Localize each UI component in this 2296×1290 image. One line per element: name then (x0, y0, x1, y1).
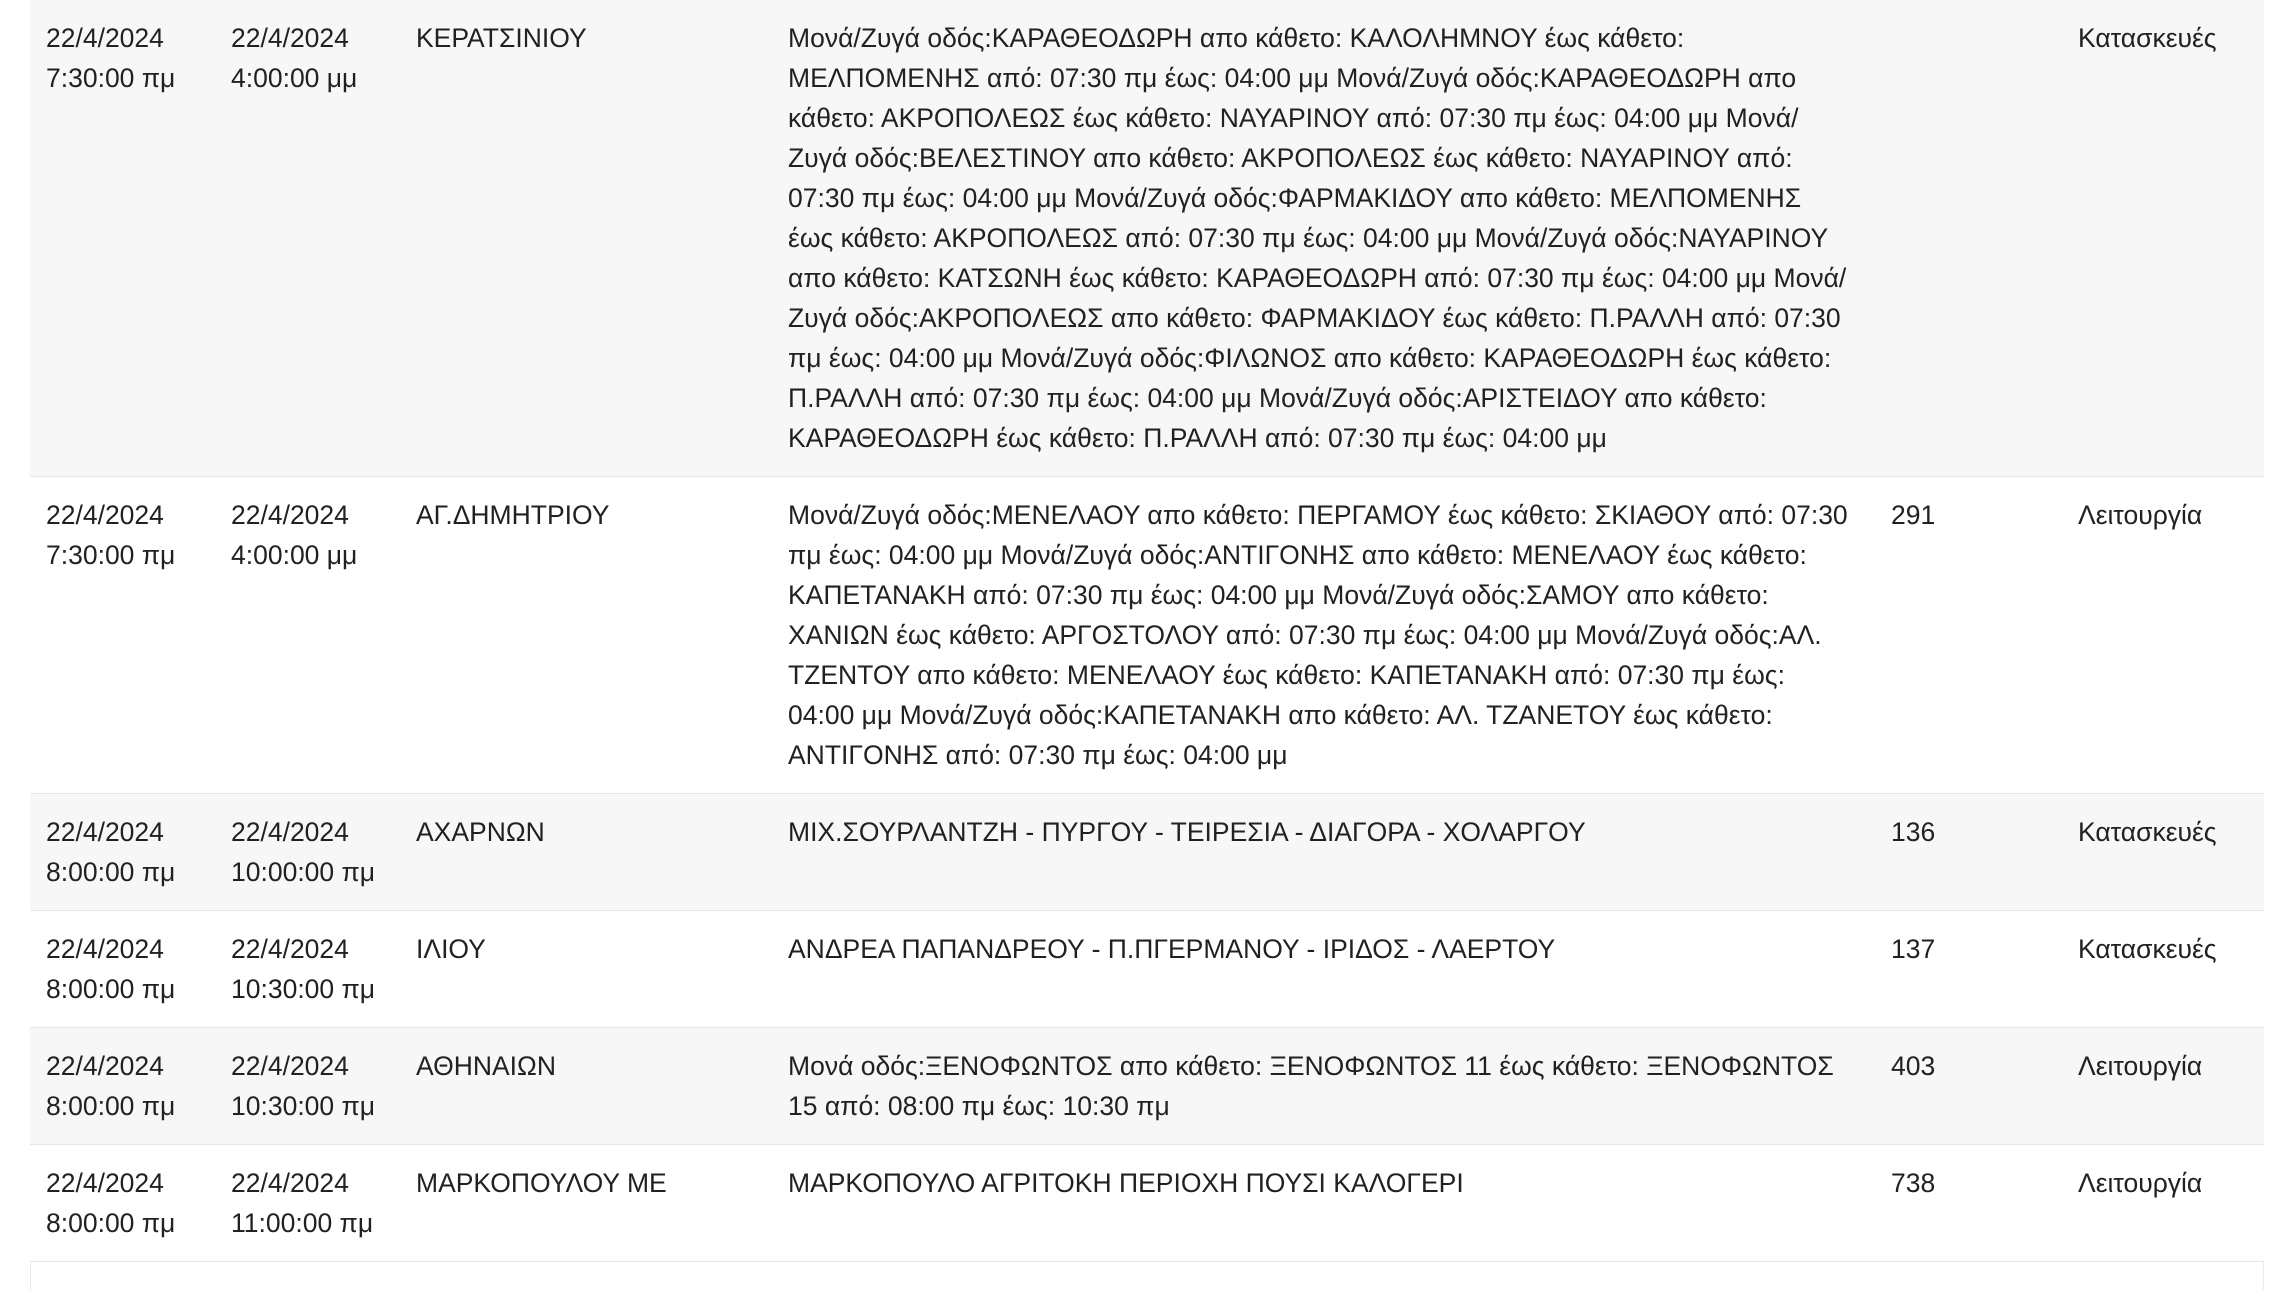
description-cell: Μονά/Ζυγά οδός:ΚΑΡΑΘΕΟΔΩΡΗ απο κάθετο: ΚΑΛΟΛΗΜΝΟΥ έως κάθετο: ΜΕΛΠΟΜΕΝΗΣ από: 07:30 πμ έως: 04:00 μμ Μονά/Ζυγά οδός:ΚΑΡΑΘΕΟΔΩΡΗ απο κάθετο: ΑΚΡΟΠΟΛΕΩΣ έως κάθετο: ΝΑΥΑΡΙΝΟΥ από: 07:30 πμ έως: 04:00 μμ Μονά/Ζυγά οδός:ΒΕΛΕΣΤΙΝΟΥ απο κάθετο: ΑΚΡΟΠΟΛΕΩΣ έως κάθετο: ΝΑΥΑΡΙΝΟΥ από: 07:30 πμ έως: 04:00 μμ Μονά/Ζυγά οδός:ΦΑΡΜΑΚΙΔΟΥ απο κάθετο: ΜΕΛΠΟΜΕΝΗΣ έως κάθετο: ΑΚΡΟΠΟΛΕΩΣ από: 07:30 πμ έως: 04:00 μμ Μονά/Ζυγά οδός:ΝΑΥΑΡΙΝΟΥ απο κάθετο: ΚΑΤΣΩΝΗ έως κάθετο: ΚΑΡΑΘΕΟΔΩΡΗ από: 07:30 πμ έως: 04:00 μμ Μονά/Ζυγά οδός:ΑΚΡΟΠΟΛΕΩΣ απο κάθετο: ΦΑΡΜΑΚΙΔΟΥ έως κάθετο: Π.ΡΑΛΛΗ από: 07:30 πμ έως: 04:00 μμ Μονά/Ζυγά οδός:ΦΙΛΩΝΟΣ απο κάθετο: ΚΑΡΑΘΕΟΔΩΡΗ έως κάθετο: Π.ΡΑΛΛΗ από: 07:30 πμ έως: 04:00 μμ Μονά/Ζυγά οδός:ΑΡΙΣΤΕΙΔΟΥ απο κάθετο: ΚΑΡΑΘΕΟΔΩΡΗ έως κάθετο: Π.ΡΑΛΛΗ από: 07:30 πμ έως: 04:00 μμ (772, 0, 1875, 477)
end-date: 22/4/2024 (231, 1168, 349, 1198)
start-datetime-cell (30, 0, 215, 477)
start-time: 8:00:00 πμ (46, 1091, 176, 1121)
description-cell: Μονά/Ζυγά οδός:ΜΕΝΕΛΑΟΥ απο κάθετο: ΠΕΡΓΑΜΟΥ έως κάθετο: ΣΚΙΑΘΟΥ από: 07:30 πμ έως: 04:00 μμ Μονά/Ζυγά οδός:ΑΝΤΙΓΟΝΗΣ απο κάθετο: ΜΕΝΕΛΑΟΥ έως κάθετο: ΚΑΠΕΤΑΝΑΚΗ από: 07:30 πμ έως: 04:00 μμ Μονά/Ζυγά οδός:ΣΑΜΟΥ απο κάθετο: ΧΑΝΙΩΝ έως κάθετο: ΑΡΓΟΣΤΟΛΟΥ από: 07:30 πμ έως: 04:00 μμ Μονά/Ζυγά οδός:ΑΛ. ΤΖΕΝΤΟΥ απο κάθετο: ΜΕΝΕΛΑΟΥ έως κάθετο: ΚΑΠΕΤΑΝΑΚΗ από: 07:30 πμ έως: 04:00 μμ Μονά/Ζυγά οδός:ΚΑΠΕΤΑΝΑΚΗ απο κάθετο: ΑΛ. ΤΖΑΝΕΤΟΥ έως κάθετο: ΑΝΤΙΓΟΝΗΣ από: 07:30 πμ έως: 04:00 μμ (772, 477, 1875, 794)
start-time: 7:30:00 πμ (46, 540, 176, 570)
number-cell: 137 (1875, 911, 2062, 1028)
number-cell: 136 (1875, 794, 2062, 911)
table-row (30, 1028, 2264, 1145)
outage-table-body (30, 0, 2264, 1262)
start-date: 22/4/2024 (46, 500, 164, 530)
description-cell: ΜΙΧ.ΣΟΥΡΛΑΝΤΖΗ - ΠΥΡΓΟΥ - ΤΕΙΡΕΣΙΑ - ΔΙΑΓΟΡΑ - ΧΟΛΑΡΓΟΥ (772, 794, 1875, 911)
end-time: 10:30:00 πμ (231, 974, 376, 1004)
area-cell: ΑΘΗΝΑΙΩΝ (400, 1028, 772, 1145)
start-datetime-cell (30, 911, 215, 1028)
table-row (30, 911, 2264, 1028)
end-date: 22/4/2024 (231, 1051, 349, 1081)
description-cell: Μονά οδός:ΞΕΝΟΦΩΝΤΟΣ απο κάθετο: ΞΕΝΟΦΩΝΤΟΣ 11 έως κάθετο: ΞΕΝΟΦΩΝΤΟΣ 15 από: 08:00 πμ έως: 10:30 πμ (772, 1028, 1875, 1145)
end-datetime-cell (215, 0, 400, 477)
start-date: 22/4/2024 (46, 23, 164, 53)
start-datetime-cell (30, 1028, 215, 1145)
area-cell: ΚΕΡΑΤΣΙΝΙΟΥ (400, 0, 772, 477)
end-time: 10:30:00 πμ (231, 1091, 376, 1121)
start-date: 22/4/2024 (46, 817, 164, 847)
outage-table (30, 0, 2264, 1262)
start-time: 7:30:00 πμ (46, 63, 176, 93)
number-cell: 403 (1875, 1028, 2062, 1145)
end-date: 22/4/2024 (231, 934, 349, 964)
type-cell: Λειτουργία (2062, 1028, 2264, 1145)
type-cell: Κατασκευές (2062, 0, 2264, 477)
end-datetime-cell (215, 911, 400, 1028)
start-date: 22/4/2024 (46, 1051, 164, 1081)
end-time: 11:00:00 πμ (231, 1208, 374, 1238)
end-time: 4:00:00 μμ (231, 63, 358, 93)
outage-table-container[interactable] (30, 0, 2264, 1262)
start-time: 8:00:00 πμ (46, 974, 176, 1004)
type-cell: Λειτουργία (2062, 1145, 2264, 1262)
area-cell: ΙΛΙΟΥ (400, 911, 772, 1028)
table-row (30, 0, 2264, 477)
end-date: 22/4/2024 (231, 500, 349, 530)
description-cell: ΑΝΔΡΕΑ ΠΑΠΑΝΔΡΕΟΥ - Π.ΠΓΕΡΜΑΝΟΥ - ΙΡΙΔΟΣ - ΛΑΕΡΤΟΥ (772, 911, 1875, 1028)
start-date: 22/4/2024 (46, 1168, 164, 1198)
type-cell: Κατασκευές (2062, 911, 2264, 1028)
start-datetime-cell (30, 477, 215, 794)
end-date: 22/4/2024 (231, 23, 349, 53)
start-datetime-cell (30, 1145, 215, 1262)
area-cell: ΑΧΑΡΝΩΝ (400, 794, 772, 911)
start-date: 22/4/2024 (46, 934, 164, 964)
start-time: 8:00:00 πμ (46, 857, 176, 887)
type-cell: Λειτουργία (2062, 477, 2264, 794)
table-row (30, 477, 2264, 794)
end-datetime-cell (215, 794, 400, 911)
end-date: 22/4/2024 (231, 817, 349, 847)
description-cell: ΜΑΡΚΟΠΟΥΛΟ ΑΓΡΙΤΟΚΗ ΠΕΡΙΟΧΗ ΠΟΥΣΙ ΚΑΛΟΓΕΡΙ (772, 1145, 1875, 1262)
number-cell: 291 (1875, 477, 2062, 794)
end-datetime-cell (215, 477, 400, 794)
end-datetime-cell (215, 1145, 400, 1262)
number-cell (1875, 0, 2062, 477)
start-time: 8:00:00 πμ (46, 1208, 176, 1238)
table-row (30, 1145, 2264, 1262)
type-cell: Κατασκευές (2062, 794, 2264, 911)
end-time: 10:00:00 πμ (231, 857, 376, 887)
start-datetime-cell (30, 794, 215, 911)
number-cell: 738 (1875, 1145, 2062, 1262)
area-cell: ΜΑΡΚΟΠΟΥΛΟΥ ΜΕ (400, 1145, 772, 1262)
end-datetime-cell (215, 1028, 400, 1145)
table-row (30, 794, 2264, 911)
area-cell: ΑΓ.ΔΗΜΗΤΡΙΟΥ (400, 477, 772, 794)
end-time: 4:00:00 μμ (231, 540, 358, 570)
